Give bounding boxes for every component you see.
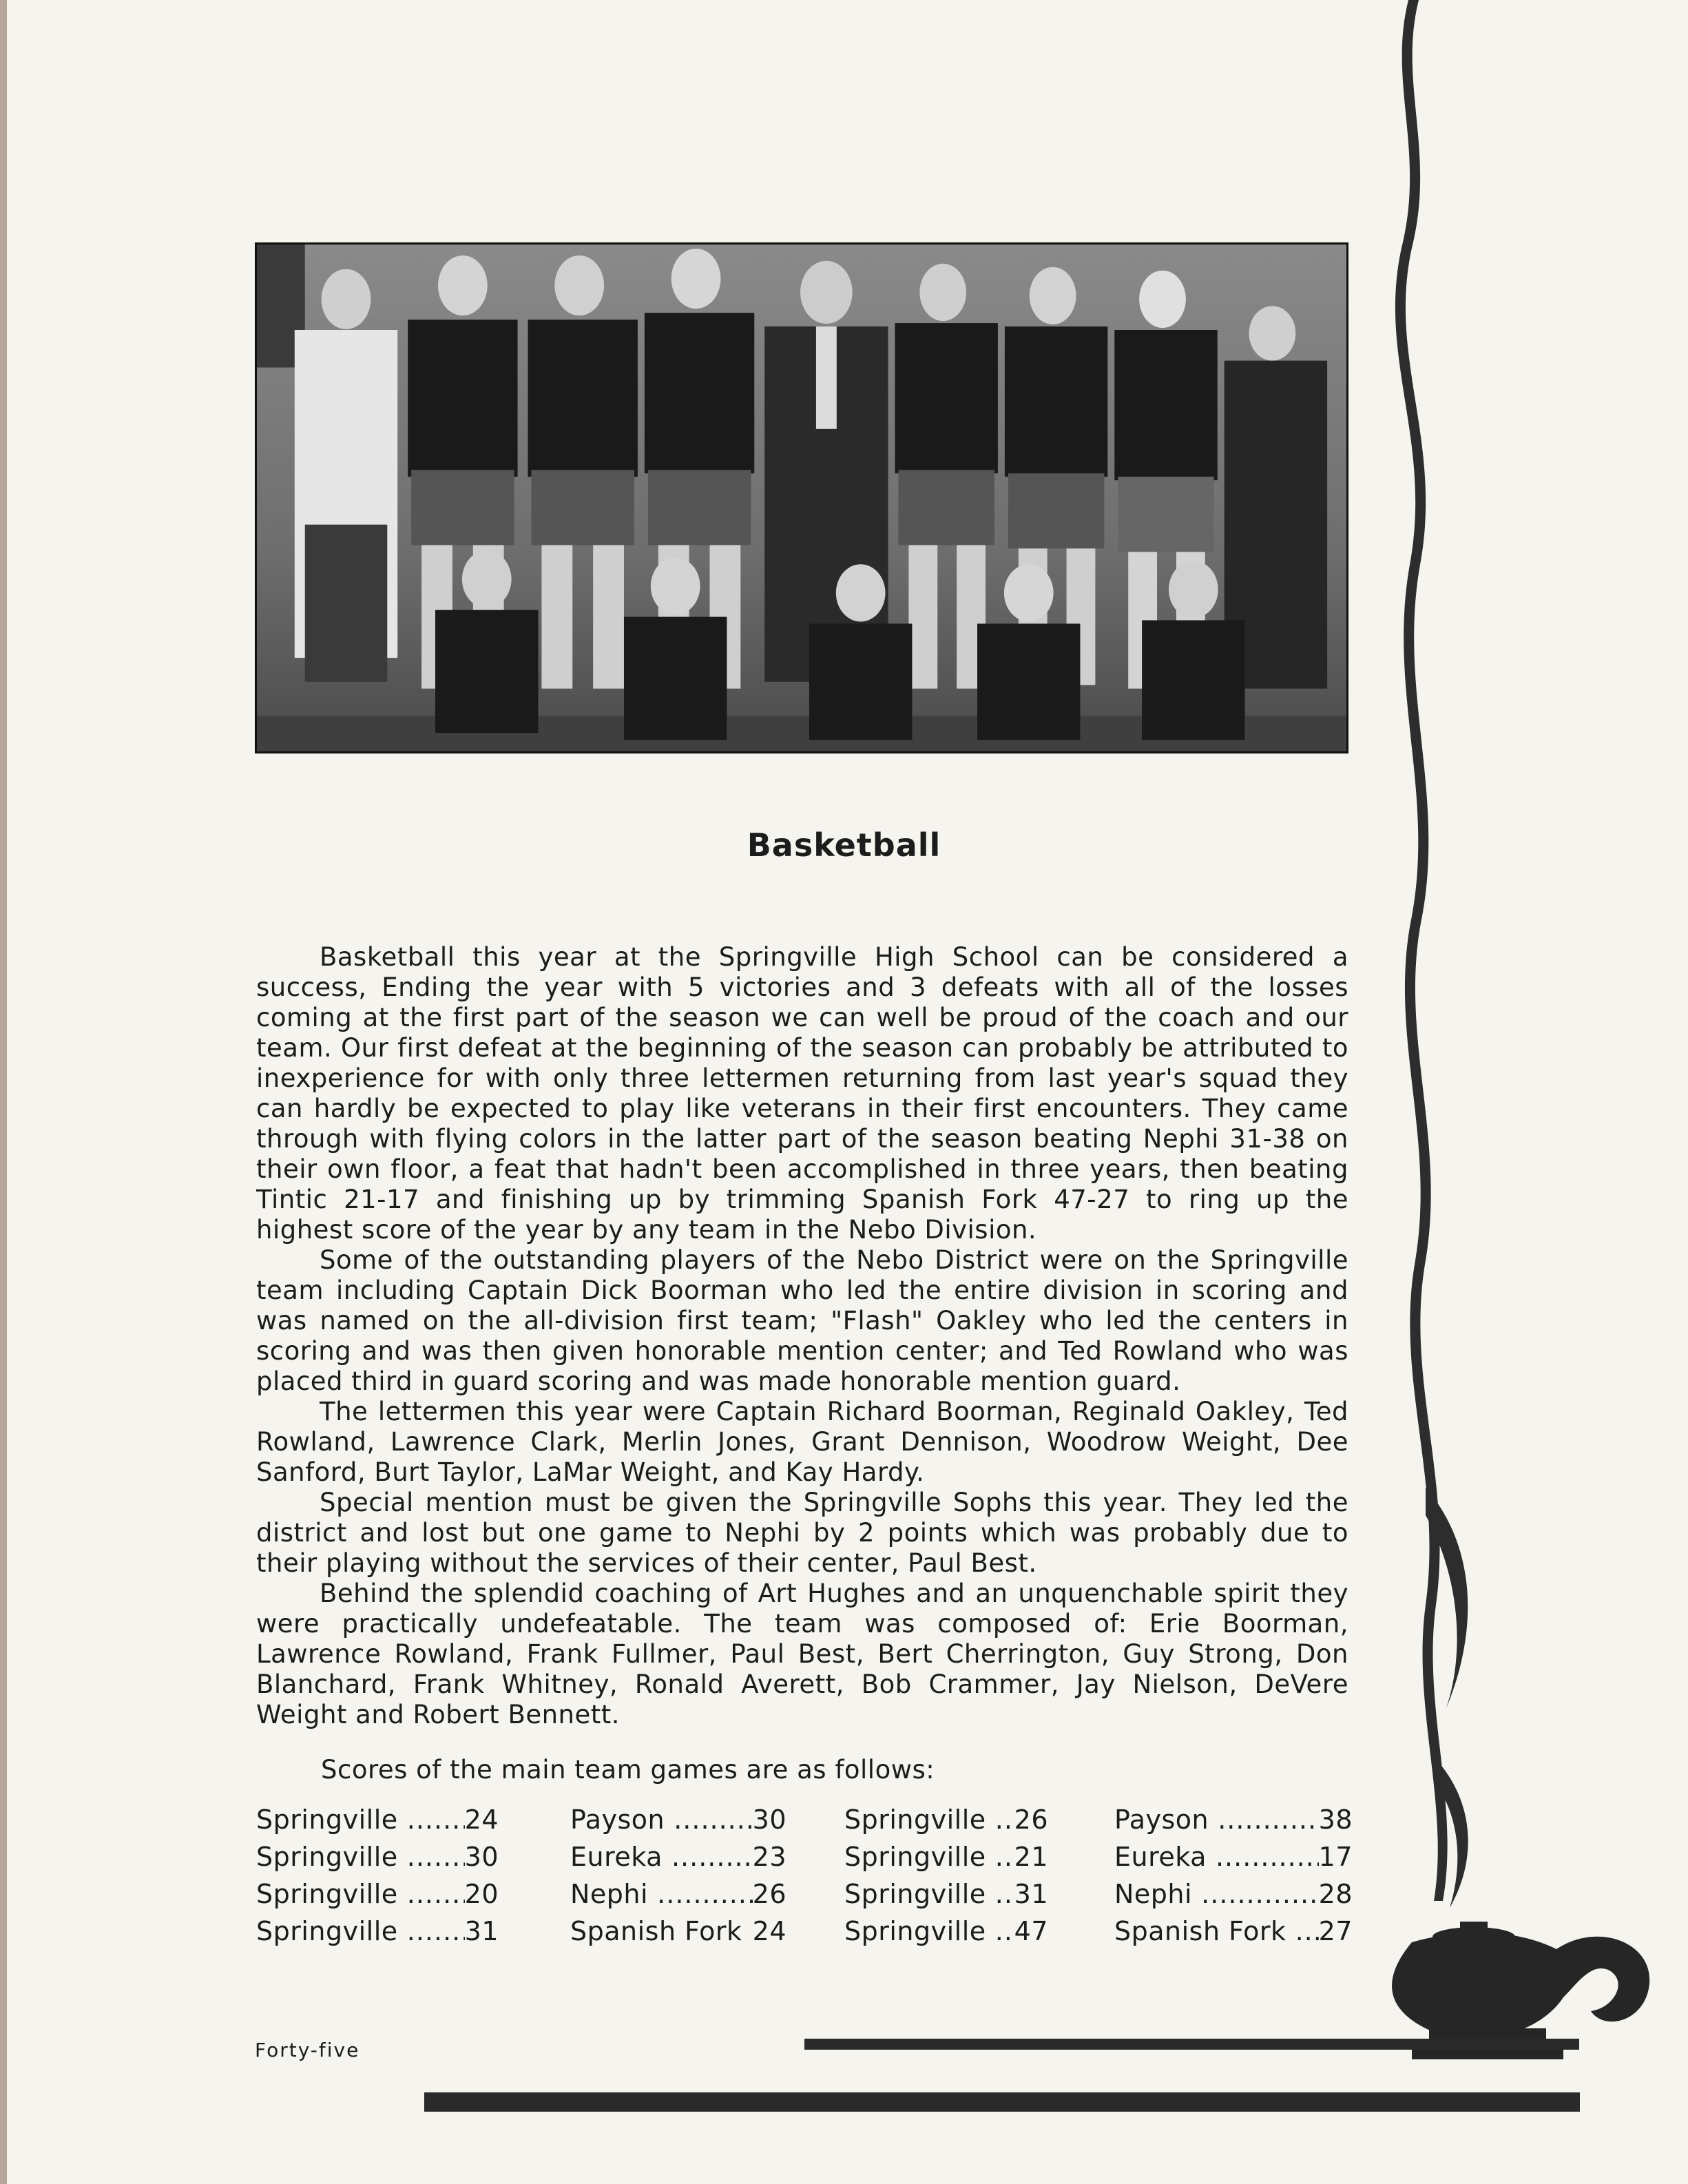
score-row — [844, 1842, 1048, 1879]
score-value: 30 — [752, 1805, 786, 1835]
flame-ribbon-icon — [1395, 0, 1448, 1901]
score-value: 26 — [752, 1879, 786, 1909]
score-team: Eureka ..... — [570, 1842, 753, 1872]
score-row — [256, 1879, 499, 1916]
score-team: Springville ..... — [844, 1842, 1014, 1872]
score-row — [844, 1916, 1048, 1953]
article-paragraph: The lettermen this year were Captain Richard Boorman, Reginald Oakley, Ted Rowland, Lawrence Clark, Merlin Jones, Grant Dennison, Woodrow Weight, Dee Sanford, Burt Taylor, LaMar Weight, and Kay Hardy. — [256, 1397, 1348, 1487]
scores-column — [256, 1805, 499, 1953]
score-row — [1114, 1916, 1353, 1953]
article-paragraph: Behind the splendid coaching of Art Hughes and an unquenchable spirit they were practically undefeatable. The team was composed of: Erie Boorman, Lawrence Rowland, Frank Fullmer, Paul Best, Bert Cherrington, Guy Strong, Don Blanchard, Frank Whitney, Ronald Averett, Bob Crammer, Jay Nielson, DeVere Weight and Robert Bennett. — [256, 1579, 1348, 1729]
score-row — [1114, 1879, 1353, 1916]
score-team: Spanish Fork ..... — [570, 1916, 753, 1946]
score-team: Nephi ..... — [1114, 1879, 1319, 1909]
score-value: 24 — [752, 1916, 786, 1946]
score-team: Springville ..... — [844, 1805, 1014, 1835]
score-value: 38 — [1318, 1805, 1353, 1835]
article-paragraph: Special mention must be given the Springville Sophs this year. They led the district and lost but one game to Nephi by 2 points which was probably due to their playing without the services of their center, Paul Best. — [256, 1488, 1348, 1578]
article-paragraph: Some of the outstanding players of the Nebo District were on the Springville team including Captain Dick Boorman who led the entire division in scoring and was named on the all-division first team; "Flash" Oakley who led the centers in scoring and was then given honorable mention center; and Ted Rowland who was placed third in guard scoring and was made honorable mention guard. — [256, 1245, 1348, 1396]
score-team: Springville ..... — [256, 1879, 465, 1909]
score-row — [1114, 1842, 1353, 1879]
score-value: 23 — [752, 1842, 786, 1872]
score-row — [570, 1916, 786, 1953]
page-title: Basketball — [747, 826, 941, 864]
flame-tendril-icon — [1438, 1763, 1468, 1908]
score-value: 28 — [1318, 1879, 1353, 1909]
decorative-bar — [804, 2039, 1579, 2050]
score-team: Eureka ..... — [1114, 1842, 1319, 1872]
score-team: Springville ..... — [844, 1916, 1014, 1946]
scores-column — [844, 1805, 1048, 1953]
score-team: Springville ..... — [256, 1842, 465, 1872]
score-row — [256, 1805, 499, 1842]
score-value: 31 — [1014, 1879, 1048, 1909]
decorative-bar — [424, 2092, 1580, 2112]
page-number: Forty-five — [255, 2039, 360, 2061]
score-team: Springville ..... — [256, 1805, 465, 1835]
score-team: Spanish Fork ..... — [1114, 1916, 1319, 1946]
score-value: 24 — [464, 1805, 499, 1835]
score-value: 30 — [464, 1842, 499, 1872]
score-team: Payson ..... — [570, 1805, 753, 1835]
oil-lamp-icon — [1392, 1922, 1649, 2059]
scores-column — [1114, 1805, 1353, 1953]
score-row — [256, 1916, 499, 1953]
score-row — [570, 1842, 786, 1879]
score-value: 47 — [1014, 1916, 1048, 1946]
flame-tendril-icon — [1426, 1488, 1468, 1708]
article-body — [256, 942, 1348, 1730]
score-value: 21 — [1014, 1842, 1048, 1872]
score-team: Payson ..... — [1114, 1805, 1319, 1835]
score-value: 20 — [464, 1879, 499, 1909]
score-team: Springville ..... — [844, 1879, 1014, 1909]
article-paragraph: Basketball this year at the Springville High School can be considered a success, Ending the year with 5 victories and 3 defeats with all of the losses coming at the first part of the season we can well be proud of the coach and our team. Our first defeat at the beginning of the season can probably be attributed to inexperience for with only three lettermen returning from last year's squad they can hardly be expected to play like veterans in their first encounters. They came through with flying colors in the latter part of the season beating Nephi 31-38 on their own floor, a feat that hadn't been accomplished in three years, then beating Tintic 21-17 and finishing up by trimming Spanish Fork 47-27 to ring up the highest score of the year by any team in the Nebo Division. — [256, 942, 1348, 1245]
score-row — [1114, 1805, 1353, 1842]
score-row — [844, 1805, 1048, 1842]
team-photo-icon — [257, 245, 1346, 751]
score-row — [570, 1805, 786, 1842]
page-edge — [0, 0, 7, 2184]
score-value: 31 — [464, 1916, 499, 1946]
score-row — [844, 1879, 1048, 1916]
score-team: Springville ..... — [256, 1916, 465, 1946]
score-row — [256, 1842, 499, 1879]
team-photo — [255, 242, 1348, 753]
score-value: 17 — [1318, 1842, 1353, 1872]
scores-column — [570, 1805, 786, 1953]
score-team: Nephi ..... — [570, 1879, 753, 1909]
score-value: 26 — [1014, 1805, 1048, 1835]
score-row — [570, 1879, 786, 1916]
score-value: 27 — [1318, 1916, 1353, 1946]
scores-intro: Scores of the main team games are as follows: — [321, 1755, 935, 1785]
